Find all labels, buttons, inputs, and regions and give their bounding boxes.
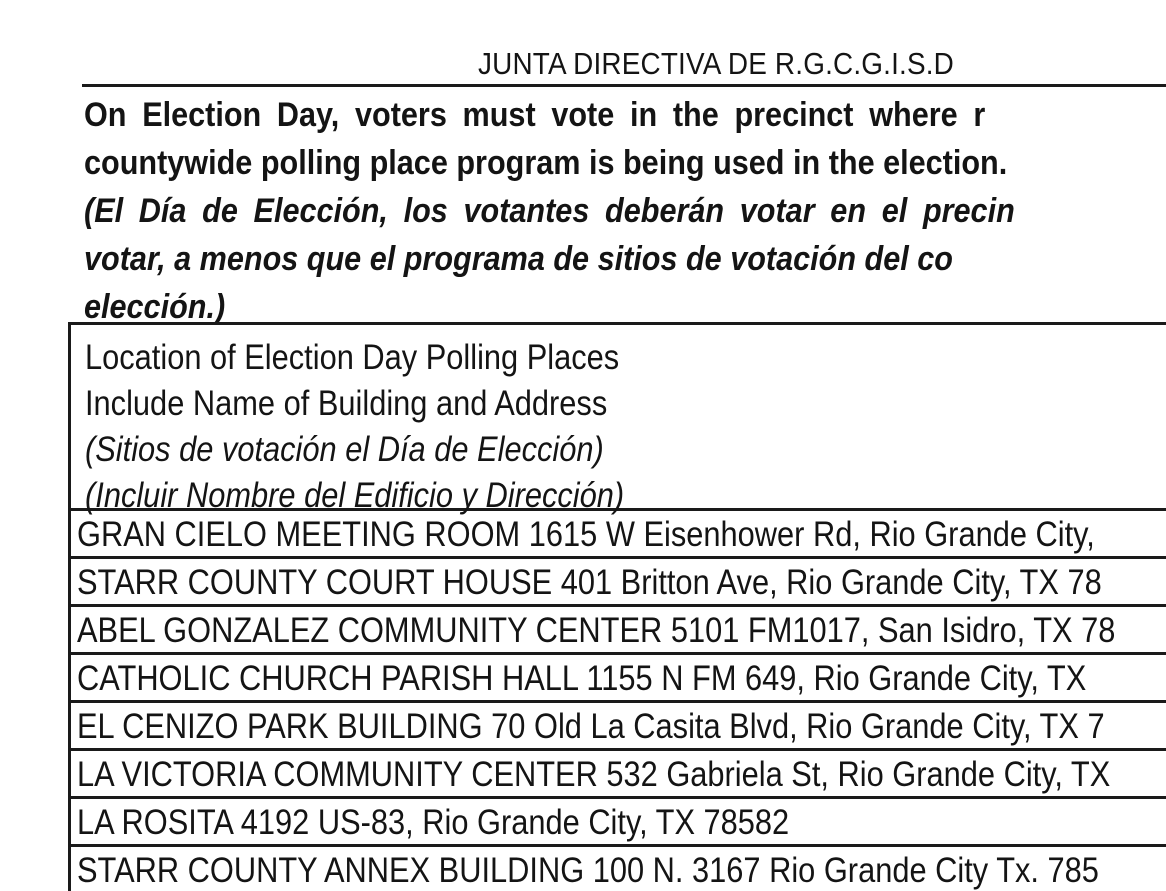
table-row: [71, 607, 1166, 655]
header-rule: [82, 84, 1166, 87]
polling-place-text: GRAN CIELO MEETING ROOM 1615 W Eisenhower Rd, Rio Grande City,: [77, 515, 1095, 554]
notice-line-3: (El Día de Elección, los votantes deberán votar en el precin: [84, 192, 1015, 230]
polling-place-text: CATHOLIC CHURCH PARISH HALL 1155 N FM 649, Rio Grande City, TX: [77, 659, 1087, 698]
table-header-line-1: Location of Election Day Polling Places: [85, 338, 620, 377]
table-row: [71, 559, 1166, 607]
table-row: [71, 751, 1166, 799]
table-header-line-2: Include Name of Building and Address: [85, 384, 608, 423]
table-header: [71, 325, 1166, 515]
election-day-notice: [84, 91, 1166, 331]
table-header-line-3: (Sitios de votación el Día de Elección): [85, 430, 604, 469]
table-row: [71, 847, 1166, 891]
polling-places-table: [68, 322, 1166, 891]
polling-place-text: LA ROSITA 4192 US-83, Rio Grande City, TX 78582: [77, 803, 790, 842]
table-row: [71, 511, 1166, 559]
polling-place-text: ABEL GONZALEZ COMMUNITY CENTER 5101 FM1017, San Isidro, TX 78: [77, 611, 1116, 650]
polling-place-text: LA VICTORIA COMMUNITY CENTER 532 Gabriela St, Rio Grande City, TX: [77, 755, 1111, 794]
table-header-line-4: (Incluir Nombre del Edificio y Dirección): [85, 476, 625, 515]
polling-place-text: STARR COUNTY ANNEX BUILDING 100 N. 3167 Rio Grande City Tx. 785: [77, 851, 1099, 890]
document-header-title: JUNTA DIRECTIVA DE R.G.C.G.I.S.D: [478, 46, 954, 81]
table-row: [71, 799, 1166, 847]
notice-line-1: On Election Day, voters must vote in the precinct where r: [84, 96, 986, 134]
table-row: [71, 703, 1166, 751]
table-row: [71, 655, 1166, 703]
polling-place-text: EL CENIZO PARK BUILDING 70 Old La Casita Blvd, Rio Grande City, TX 7: [77, 707, 1105, 746]
polling-place-text: STARR COUNTY COURT HOUSE 401 Britton Ave, Rio Grande City, TX 78: [77, 563, 1102, 602]
notice-line-4: votar, a menos que el programa de sitios de votación del co: [84, 240, 953, 278]
notice-line-2: countywide polling place program is being used in the election.: [84, 144, 1008, 182]
notice-line-5: elección.): [84, 288, 226, 326]
